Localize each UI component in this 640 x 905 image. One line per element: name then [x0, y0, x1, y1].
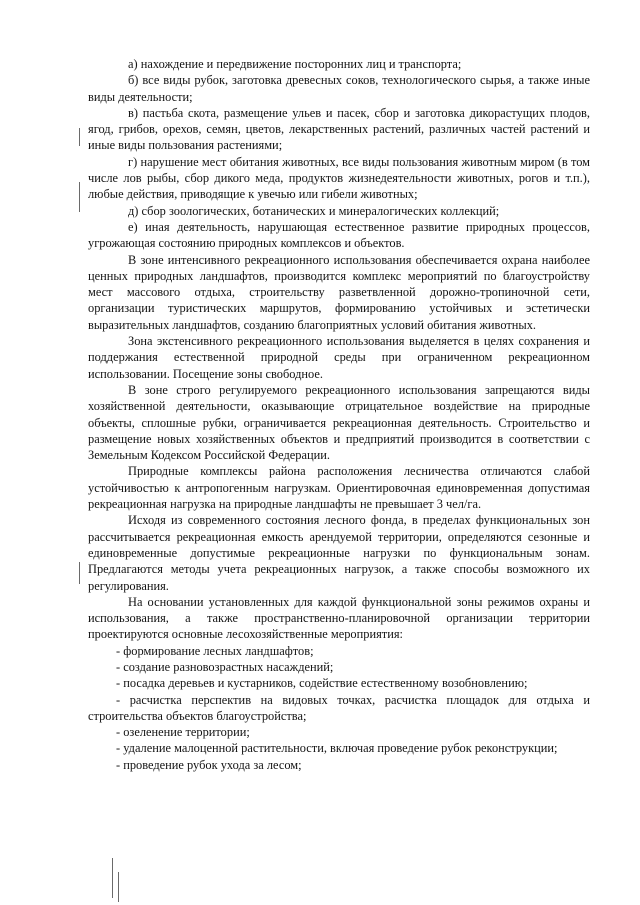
scan-margin-mark [79, 182, 80, 212]
prohibition-item-b: б) все виды рубок, заготовка древесных соков, технологического сырья, а также иные виды деятельности; [88, 73, 590, 104]
recreational-capacity-paragraph: Исходя из современного состояния лесного фонда, в пределах функциональных зон рассчитывается рекреационная емкость арендуемой территории, определяются сезонные и единовременные допустимые рекреационные нагрузки по функциональным зонам. Предлагаются методы учета рекреационных нагрузок, а также способы возможного их регулирования. [88, 513, 590, 593]
prohibition-item-v: в) пастьба скота, размещение ульев и пасек, сбор и заготовка дикорастущих плодов, ягод, грибов, орехов, семян, цветов, лекарственных растений, различных частей растений и иные виды пользования растениями; [88, 105, 590, 153]
intensive-zone-paragraph: В зоне интенсивного рекреационного использования обеспечивается охрана наиболее ценных природных ландшафтов, производится комплекс мероприятий по благоустройству мест массового отдыха, строительству разветвленной дорожно-тропиночной сети, организации туристических маршрутов, формированию устойчивых и эстетически выразительных ландшафтов, созданию благоприятных условий обитания животных. [88, 252, 590, 332]
scan-margin-mark [112, 858, 113, 898]
measure-list-item: - озеленение территории; [116, 725, 250, 740]
regulated-zone-paragraph: В зоне строго регулируемого рекреационного использования запрещаются виды хозяйственной деятельности, оказывающие отрицательное воздействие на природные объекты, сплошные рубки, ограничивается рекреационная деятельность. Строительство и размещение новых хозяйственных объектов и предприятий производится в соответствии с Земельным Кодексом Российской Федерации. [88, 382, 590, 463]
document-page [88, 56, 590, 773]
extensive-zone-paragraph: Зона экстенсивного рекреационного использования выделяется в целях сохранения и поддержания естественной природной среды при ограниченном рекреационном использовании. Посещение зоны свободное. [88, 334, 590, 381]
measure-list-item: - удаление малоценной растительности, включая проведение рубок реконструкции; [116, 741, 558, 756]
prohibition-item-d: д) сбор зоологических, ботанических и минералогических коллекций; [128, 203, 500, 218]
prohibition-item-g: г) нарушение мест обитания животных, все виды пользования животным миром (в том числе лов рыбы, сбор дикого меда, продуктов жизнедеятельности животных, рогов и т.п.), любые действия, приводящие к увечью или гибели животных; [88, 154, 590, 202]
natural-complexes-paragraph: Природные комплексы района расположения лесничества отличаются слабой устойчивостью к антропогенным нагрузкам. Ориентировочная единовременная допустимая рекреационная нагрузка на природные ландшафты не превышает 3 чел/га. [88, 464, 590, 512]
scan-margin-mark [79, 128, 80, 146]
prohibition-item-e: е) иная деятельность, нарушающая естественное развитие природных процессов, угрожающая состоянию природных комплексов и объектов. [88, 219, 590, 251]
measure-list-item: - создание разновозрастных насаждений; [116, 659, 334, 674]
measures-intro-paragraph: На основании установленных для каждой функциональной зоны режимов охраны и использования, а также пространственно-планировочной организации территории проектируются основные лесохозяйственные мероприятия: [88, 594, 590, 642]
scan-margin-mark [118, 872, 119, 902]
scan-margin-mark [79, 562, 80, 584]
measure-list-item: - формирование лесных ландшафтов; [116, 643, 314, 658]
prohibition-item-a: а) нахождение и передвижение посторонних лиц и транспорта; [128, 57, 462, 71]
measure-list-item: - проведение рубок ухода за лесом; [116, 757, 302, 772]
measure-list-item: - расчистка перспектив на видовых точках, расчистка площадок для отдыха и строительства объектов благоустройства; [88, 692, 590, 723]
measure-list-item: - посадка деревьев и кустарников, содействие естественному возобновлению; [116, 676, 528, 691]
